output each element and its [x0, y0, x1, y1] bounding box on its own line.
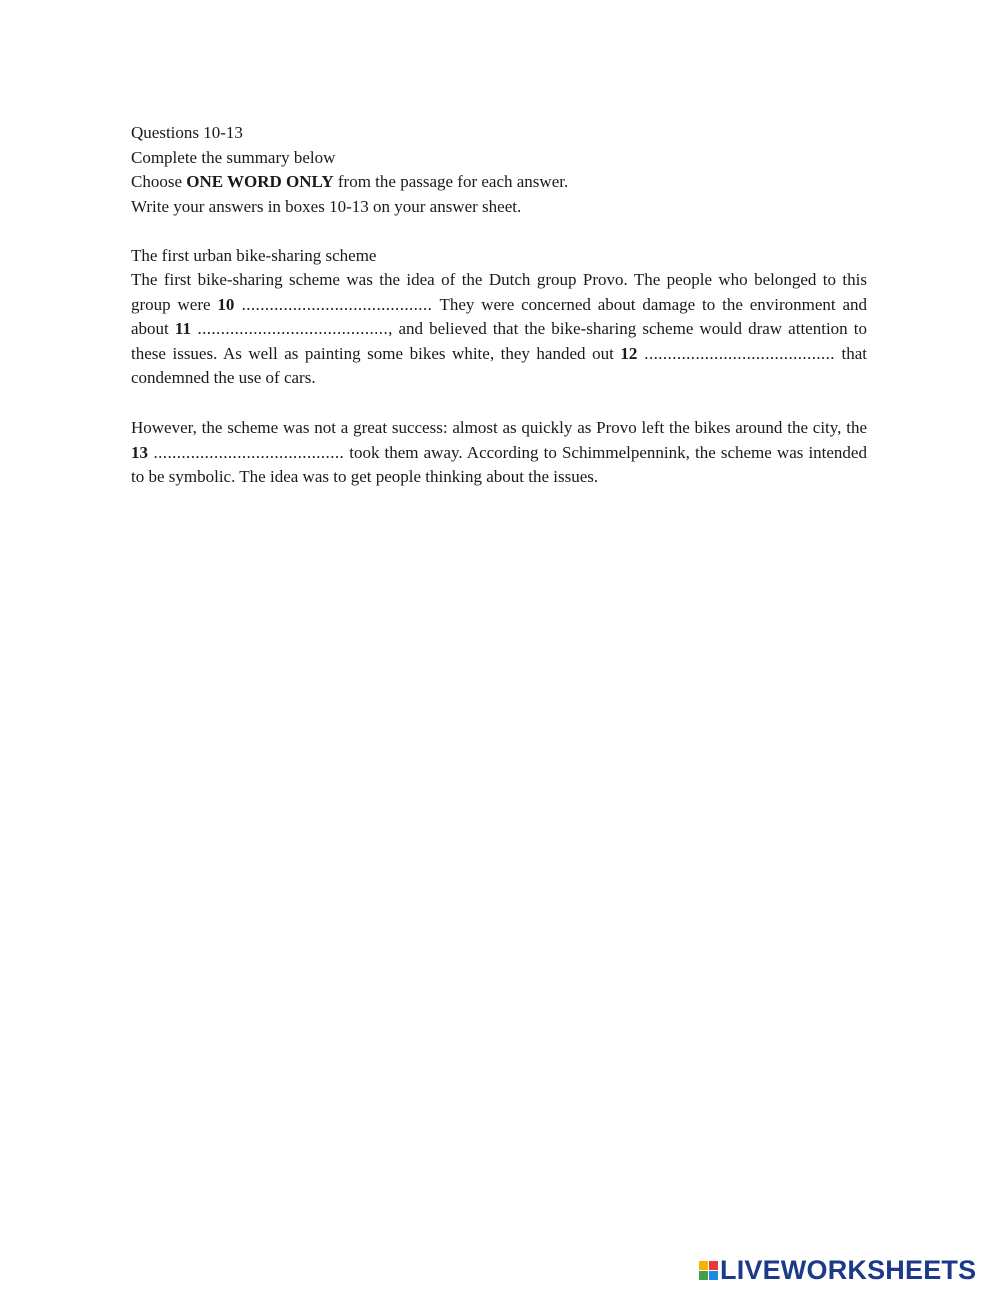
question-number-13: 13 — [131, 442, 148, 462]
answer-gap-10[interactable]: ......................................... — [234, 294, 440, 314]
instructions-block — [131, 121, 871, 219]
logo-tile — [709, 1261, 718, 1270]
word-limit-emphasis: ONE WORD ONLY — [186, 172, 334, 191]
questions-heading: Questions 10-13 — [131, 123, 243, 142]
summary-paragraph-2: However, the scheme was not a great success: almost as quickly as Provo left the bikes around the city, the 13 ......................................... took them away. According to Schimmelpennink, the scheme was intended to be symbolic. The idea was to get people thinking about the issues. — [131, 418, 867, 487]
answer-gap-12[interactable]: ......................................... — [637, 343, 835, 363]
answer-gap-13[interactable]: ......................................... — [148, 442, 345, 462]
question-number-10: 10 — [217, 294, 235, 314]
question-number-11: 11 — [174, 319, 191, 339]
instruction-choose-words: Choose ONE WORD ONLY from the passage for each answer. — [131, 172, 569, 191]
answer-gap-11[interactable]: ......................................... — [190, 319, 389, 339]
instruction-complete-summary: Complete the summary below — [131, 147, 336, 167]
logo-tiles-icon — [699, 1261, 718, 1280]
brand-name: LIVEWORKSHEETS — [720, 1255, 977, 1285]
question-number-12: 12 — [620, 343, 638, 363]
liveworksheets-logo — [699, 1256, 976, 1284]
instruction-answer-boxes: Write your answers in boxes 10-13 on your answer sheet. — [131, 196, 522, 216]
logo-tile — [709, 1271, 718, 1280]
logo-tile — [699, 1271, 708, 1280]
summary-title: The first urban bike-sharing scheme — [131, 246, 377, 265]
logo-tile — [699, 1261, 708, 1270]
summary-paragraph-1: The first bike-sharing scheme was the idea of the Dutch group Provo. The people who belonged to this group were 10 ......................................... They were concerned about damage to the environment and about 11 ........................................., and believed that the bike-sharing scheme would draw attention to these issues. As well as painting some bikes white, they handed out 12 ......................................... that condemned the use of cars. — [131, 270, 867, 388]
